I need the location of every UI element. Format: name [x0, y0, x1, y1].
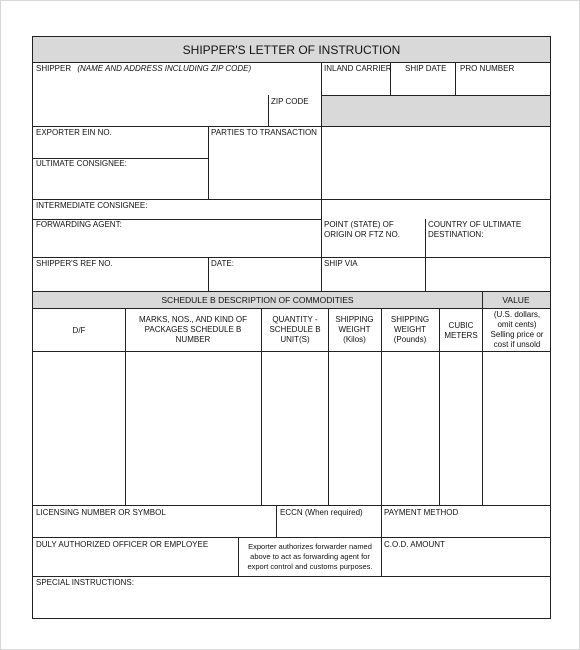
col-quantity: QUANTITY - SCHEDULE B UNIT(S) [269, 315, 321, 344]
licensing-label: LICENSING NUMBER OR SYMBOL [36, 508, 166, 517]
special-instructions-label: SPECIAL INSTRUCTIONS: [36, 578, 134, 587]
col-weight-pounds: SHIPPING WEIGHT (Pounds) [390, 315, 430, 344]
authorization-text: Exporter authorizes forwarder named above to act as forwarding agent for export control and customs purposes. [247, 542, 373, 571]
date-label: DATE: [211, 259, 234, 268]
cod-amount-label: C.O.D. AMOUNT [384, 540, 445, 549]
shippers-letter-form [32, 36, 551, 619]
col-marks: MARKS, NOS., AND KIND OF PACKAGES SCHEDULE B NUMBER [138, 315, 247, 344]
shipper-hint: (NAME AND ADDRESS INCLUDING ZIP CODE) [77, 64, 252, 73]
shippers-ref-label: SHIPPER'S REF NO. [36, 259, 113, 268]
shipper-label-text: SHIPPER [36, 64, 72, 73]
forwarding-agent-label: FORWARDING AGENT: [36, 220, 122, 229]
zip-code-label: ZIP CODE [271, 97, 309, 106]
shaded-block [321, 95, 550, 126]
payment-method-label: PAYMENT METHOD [384, 508, 459, 517]
pro-number-label: PRO NUMBER [460, 64, 515, 73]
eccn-label: ECCN (When required) [280, 508, 363, 517]
col-cubic: CUBIC METERS [444, 321, 478, 340]
col-weight-kilos: SHIPPING WEIGHT (Kilos) [335, 315, 374, 344]
form-title: SHIPPER'S LETTER OF INSTRUCTION [182, 43, 401, 57]
schedule-b-title: SCHEDULE B DESCRIPTION OF COMMODITIES [161, 295, 354, 305]
col-df: D/F [72, 326, 86, 335]
country-destination-label: COUNTRY OF ULTIMATE DESTINATION: [428, 220, 522, 239]
col-value-desc: (U.S. dollars, omit cents) Selling price or cost if unsold [490, 310, 544, 349]
point-origin-label: POINT (STATE) OF ORIGIN OR FTZ NO. [324, 220, 400, 239]
value-title: VALUE [502, 295, 530, 305]
ship-date-label: SHIP DATE [405, 64, 447, 73]
authorized-officer-label: DULY AUTHORIZED OFFICER OR EMPLOYEE [36, 540, 209, 549]
parties-label: PARTIES TO TRANSACTION [211, 128, 317, 137]
ultimate-consignee-label: ULTIMATE CONSIGNEE: [36, 159, 127, 168]
ship-via-label: SHIP VIA [324, 259, 358, 268]
exporter-ein-label: EXPORTER EIN NO. [36, 128, 112, 137]
intermediate-consignee-label: INTERMEDIATE CONSIGNEE: [36, 201, 148, 210]
shipper-label [36, 64, 251, 74]
inland-carrier-label: INLAND CARRIER [324, 64, 392, 73]
